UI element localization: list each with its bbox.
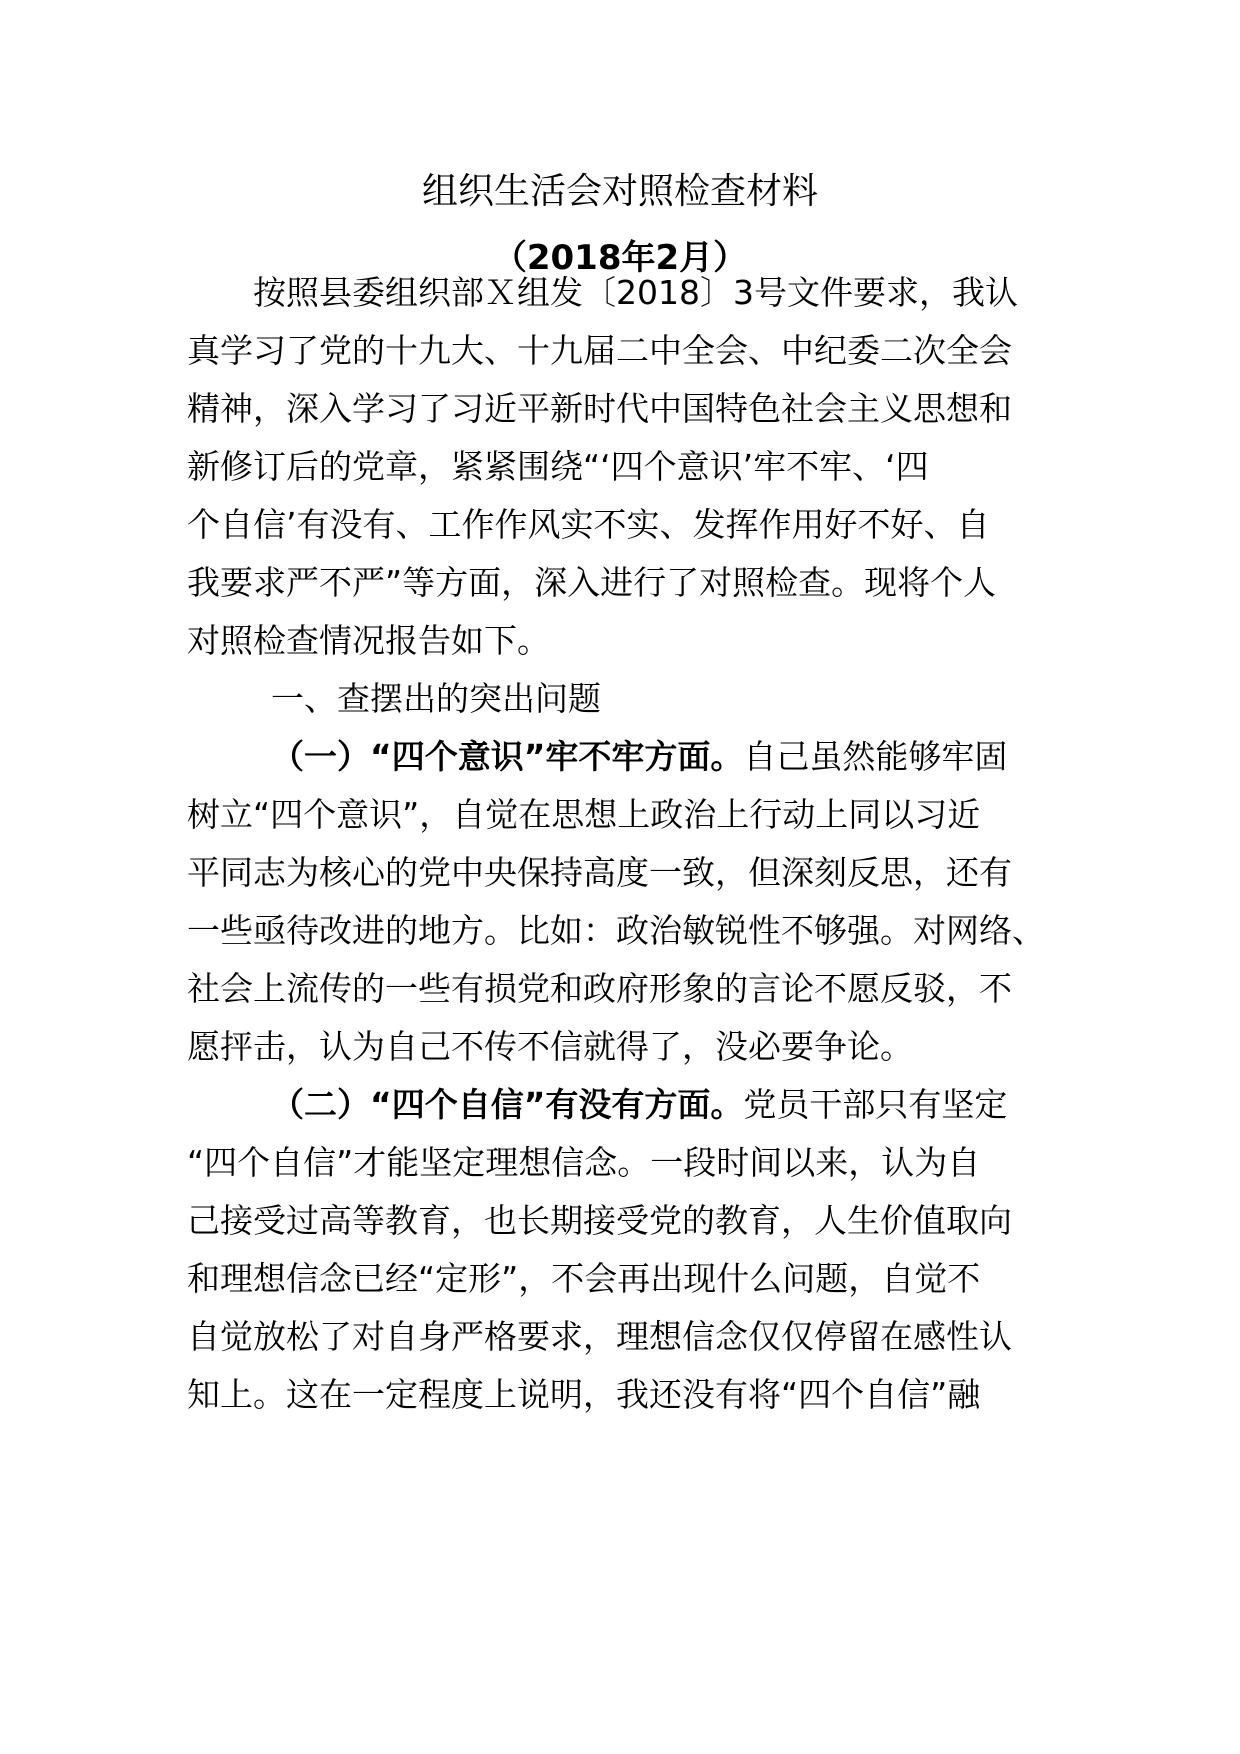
subsection-text: 党员干部只有坚定 (743, 1085, 1008, 1124)
paragraph-line: 平同志为核心的党中央保持高度一致，但深刻反思，还有 (187, 853, 1012, 892)
paragraph-line: 按照县委组织部Ｘ组发〔2018〕3号文件要求，我认 (253, 273, 1018, 312)
paragraph-line: 我要求严不严”等方面，深入进行了对照检查。现将个人 (187, 563, 997, 602)
paragraph-line: “四个自信”才能坚定理想信念。一段时间以来，认为自 (187, 1143, 981, 1182)
paragraph-line: 新修订后的党章，紧紧围绕“‘四个意识’牢不牢、‘四 (187, 447, 929, 486)
paragraph-line: 精神，深入学习了习近平新时代中国特色社会主义思想和 (187, 389, 1012, 428)
subsection-text: 自己虽然能够牢固 (743, 737, 1008, 776)
subsection-heading: （二）“四个自信”有没有方面。 (271, 1085, 744, 1124)
document-date: （2018年2月） (492, 238, 748, 278)
paragraph-line: 和理想信念已经“定形”，不会再出现什么问题，自觉不 (187, 1259, 981, 1298)
document-title: 组织生活会对照检查材料 (421, 171, 818, 212)
paragraph-line: 自觉放松了对自身严格要求，理想信念仅仅停留在感性认 (187, 1317, 1012, 1356)
subsection-heading: （一）“四个意识”牢不牢方面。 (271, 737, 744, 776)
paragraph-line: 知上。这在一定程度上说明，我还没有将“四个自信”融 (187, 1375, 981, 1414)
subsection-line (271, 1084, 1007, 1126)
paragraph-line: 一些亟待改进的地方。比如：政治敏锐性不够强。对网络、 (187, 911, 1045, 950)
paragraph-line: 树立“四个意识”，自觉在思想上政治上行动上同以习近 (187, 795, 981, 834)
section-heading: 一、查摆出的突出问题 (271, 679, 601, 718)
paragraph-line: 己接受过高等教育，也长期接受党的教育，人生价值取向 (187, 1201, 1012, 1240)
paragraph-line: 对照检查情况报告如下。 (187, 621, 550, 660)
paragraph-line: 愿抨击，认为自己不传不信就得了，没必要争论。 (187, 1027, 913, 1066)
paragraph-line: 社会上流传的一些有损党和政府形象的言论不愿反驳，不 (187, 969, 1012, 1008)
paragraph-line: 个自信’有没有、工作作风实不实、发挥作用好不好、自 (187, 505, 990, 544)
subsection-line (271, 736, 1007, 778)
paragraph-line: 真学习了党的十九大、十九届二中全会、中纪委二次全会 (187, 331, 1012, 370)
